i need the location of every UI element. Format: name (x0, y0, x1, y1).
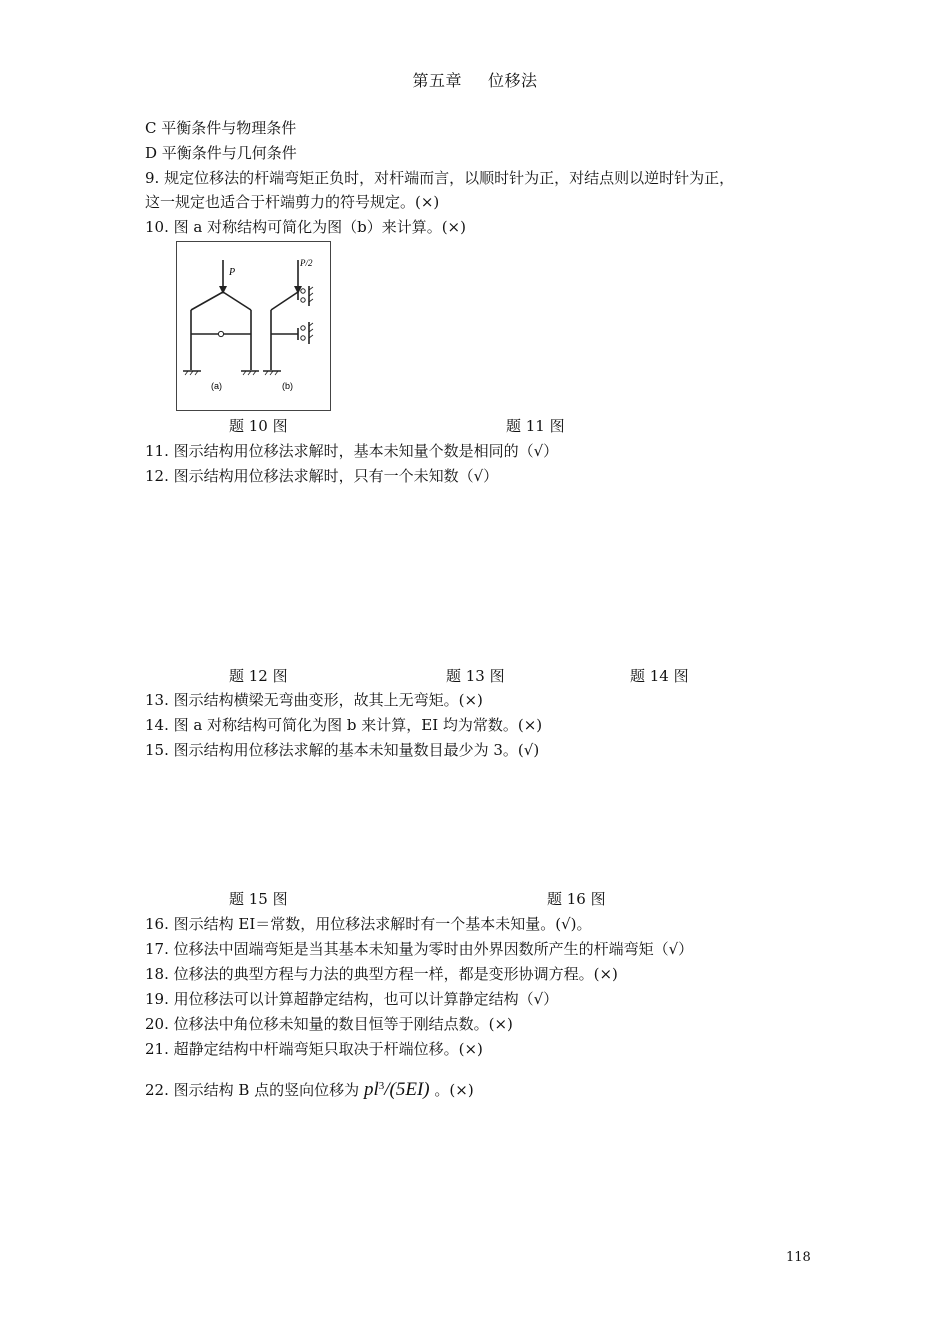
option-d: D 平衡条件与几何条件 (145, 144, 297, 162)
question-19: 19. 用位移法可以计算超静定结构，也可以计算静定结构（√） (145, 990, 559, 1008)
question-11: 11. 图示结构用位移法求解时，基本未知量个数是相同的（√） (145, 442, 559, 460)
option-c: C 平衡条件与物理条件 (145, 119, 297, 137)
formula-base: pl (363, 1079, 379, 1100)
caption-figure-13: 题 13 图 (446, 667, 505, 685)
question-18: 18. 位移法的典型方程与力法的典型方程一样，都是变形协调方程。(×) (145, 965, 618, 983)
question-22 (145, 1076, 474, 1100)
load-label-p: P (229, 267, 236, 278)
question-15: 15. 图示结构用位移法求解的基本未知量数目最少为 3。(√) (145, 741, 540, 759)
page-number: 118 (786, 1250, 811, 1265)
question-20: 20. 位移法中角位移未知量的数目恒等于刚结点数。(×) (145, 1015, 513, 1033)
chapter-title: 位移法 (488, 71, 538, 90)
question-22-answer: 。(×) (434, 1081, 474, 1099)
question-9-line1: 9. 规定位移法的杆端弯矩正负时，对杆端而言，以顺时针为正，对结点则以逆时针为正， (145, 169, 735, 187)
caption-figure-12: 题 12 图 (229, 667, 288, 685)
question-9-line2: 这一规定也适合于杆端剪力的符号规定。(×) (145, 193, 440, 211)
caption-figure-15: 题 15 图 (229, 890, 288, 908)
figure-label-b: (b) (282, 381, 293, 391)
page-header (0, 68, 950, 91)
figure-10-diagram (176, 241, 331, 411)
formula-denominator: /(5EI) (384, 1079, 430, 1100)
caption-figure-10: 题 10 图 (229, 417, 288, 435)
load-label-p-half: P/2 (300, 258, 313, 268)
caption-figure-11: 题 11 图 (506, 417, 565, 435)
question-10: 10. 图 a 对称结构可简化为图（b）来计算。(×) (145, 218, 466, 236)
question-12: 12. 图示结构用位移法求解时，只有一个未知数（√） (145, 467, 499, 485)
question-13: 13. 图示结构横梁无弯曲变形，故其上无弯矩。(×) (145, 691, 483, 709)
caption-figure-14: 题 14 图 (630, 667, 689, 685)
question-17: 17. 位移法中固端弯矩是当其基本未知量为零时由外界因数所产生的杆端弯矩（√） (145, 940, 694, 958)
question-14: 14. 图 a 对称结构可简化为图 b 来计算，EI 均为常数。(×) (145, 716, 543, 734)
question-22-text: 22. 图示结构 B 点的竖向位移为 (145, 1081, 360, 1099)
question-16: 16. 图示结构 EI＝常数，用位移法求解时有一个基本未知量。(√)。 (145, 915, 592, 933)
question-21: 21. 超静定结构中杆端弯矩只取决于杆端位移。(×) (145, 1040, 483, 1058)
displacement-formula (364, 1079, 430, 1100)
frame-structure-svg (177, 242, 330, 410)
figure-label-a: (a) (211, 381, 222, 391)
chapter-number: 第五章 (412, 71, 462, 90)
formula-exponent: 3 (378, 1080, 385, 1092)
caption-figure-16: 题 16 图 (547, 890, 606, 908)
